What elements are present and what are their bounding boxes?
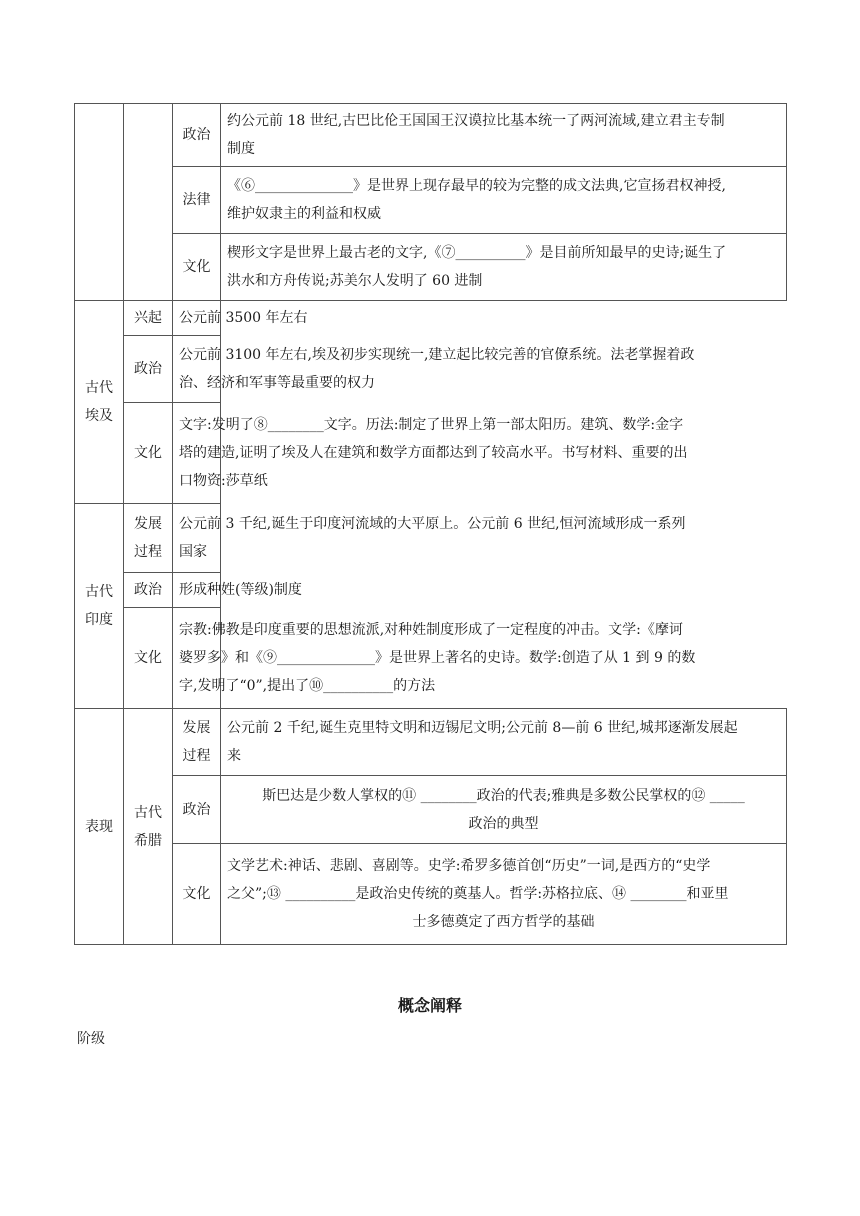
- aspect-cell: 发展 过程: [124, 504, 173, 573]
- content-cell: 公元前 2 千纪,诞生克里特文明和迈锡尼文明;公元前 8—前 6 世纪,城邦逐渐发展起 来: [221, 709, 787, 776]
- content-cell: 文学艺术:神话、悲剧、喜剧等。史学:希罗多德首创“历史”一词,是西方的“史学 之父”;⑬ __________是政治史传统的奠基人。哲学:苏格拉底、⑭ ________和亚里 士多德奠定了西方哲学的基础: [221, 844, 787, 945]
- aspect-cell: 政治: [173, 104, 221, 167]
- content-cell: 宗教:佛教是印度重要的思想流派,对种姓制度形成了一定程度的冲击。文学:《摩诃 婆罗多》和《⑨______________》是世界上著名的史诗。数学:创造了从 1 到 9 的数 字,发明了“0”,提出了⑩__________的方法: [173, 608, 221, 709]
- content-cell: 公元前 3500 年左右: [173, 301, 221, 336]
- aspect-cell: 文化: [124, 403, 173, 504]
- region-cell-mesopotamia: [124, 104, 173, 301]
- aspect-cell: 政治: [173, 776, 221, 844]
- content-cell: 公元前 3 千纪,诞生于印度河流域的大平原上。公元前 6 世纪,恒河流域形成一系列 国家: [173, 504, 221, 573]
- section-cell-empty: [75, 104, 124, 301]
- concept-term: 阶级: [77, 1031, 105, 1047]
- content-cell: 楔形文字是世界上最古老的文字,《⑦__________》是目前所知最早的史诗;诞生了 洪水和方舟传说;苏美尔人发明了 60 进制: [221, 234, 787, 301]
- content-cell: 公元前 3100 年左右,埃及初步实现统一,建立起比较完善的官僚系统。法老掌握着政 治、经济和军事等最重要的权力: [173, 336, 221, 403]
- content-cell: 文字:发明了⑧________文字。历法:制定了世界上第一部太阳历。建筑、数学:金字 塔的建造,证明了埃及人在建筑和数学方面都达到了较高水平。书写材料、重要的出 口物资:莎草纸: [173, 403, 221, 504]
- content-cell: 斯巴达是少数人掌权的⑪ ________政治的代表;雅典是多数公民掌权的⑫ _____ 政治的典型: [221, 776, 787, 844]
- aspect-cell: 兴起: [124, 301, 173, 336]
- aspect-cell: 文化: [124, 608, 173, 709]
- aspect-cell: 法律: [173, 167, 221, 234]
- civilization-table: [74, 103, 787, 945]
- concept-heading: 概念阐释: [397, 996, 462, 1015]
- aspect-cell: 政治: [124, 336, 173, 403]
- aspect-cell: 发展 过程: [173, 709, 221, 776]
- aspect-cell: 政治: [124, 573, 173, 608]
- aspect-cell: 文化: [173, 234, 221, 301]
- content-cell: 形成种姓(等级)制度: [173, 573, 221, 608]
- aspect-cell: 文化: [173, 844, 221, 945]
- section-cell-expression: 表现: [75, 709, 124, 945]
- content-cell: 约公元前 18 世纪,古巴比伦王国国王汉谟拉比基本统一了两河流域,建立君主专制 制度: [221, 104, 787, 167]
- content-cell: 《⑥______________》是世界上现存最早的较为完整的成文法典,它宣扬君权神授, 维护奴隶主的利益和权威: [221, 167, 787, 234]
- region-cell-greece: 古代 希腊: [124, 709, 173, 945]
- region-cell-india: 古代 印度: [75, 504, 124, 709]
- region-cell-egypt: 古代 埃及: [75, 301, 124, 504]
